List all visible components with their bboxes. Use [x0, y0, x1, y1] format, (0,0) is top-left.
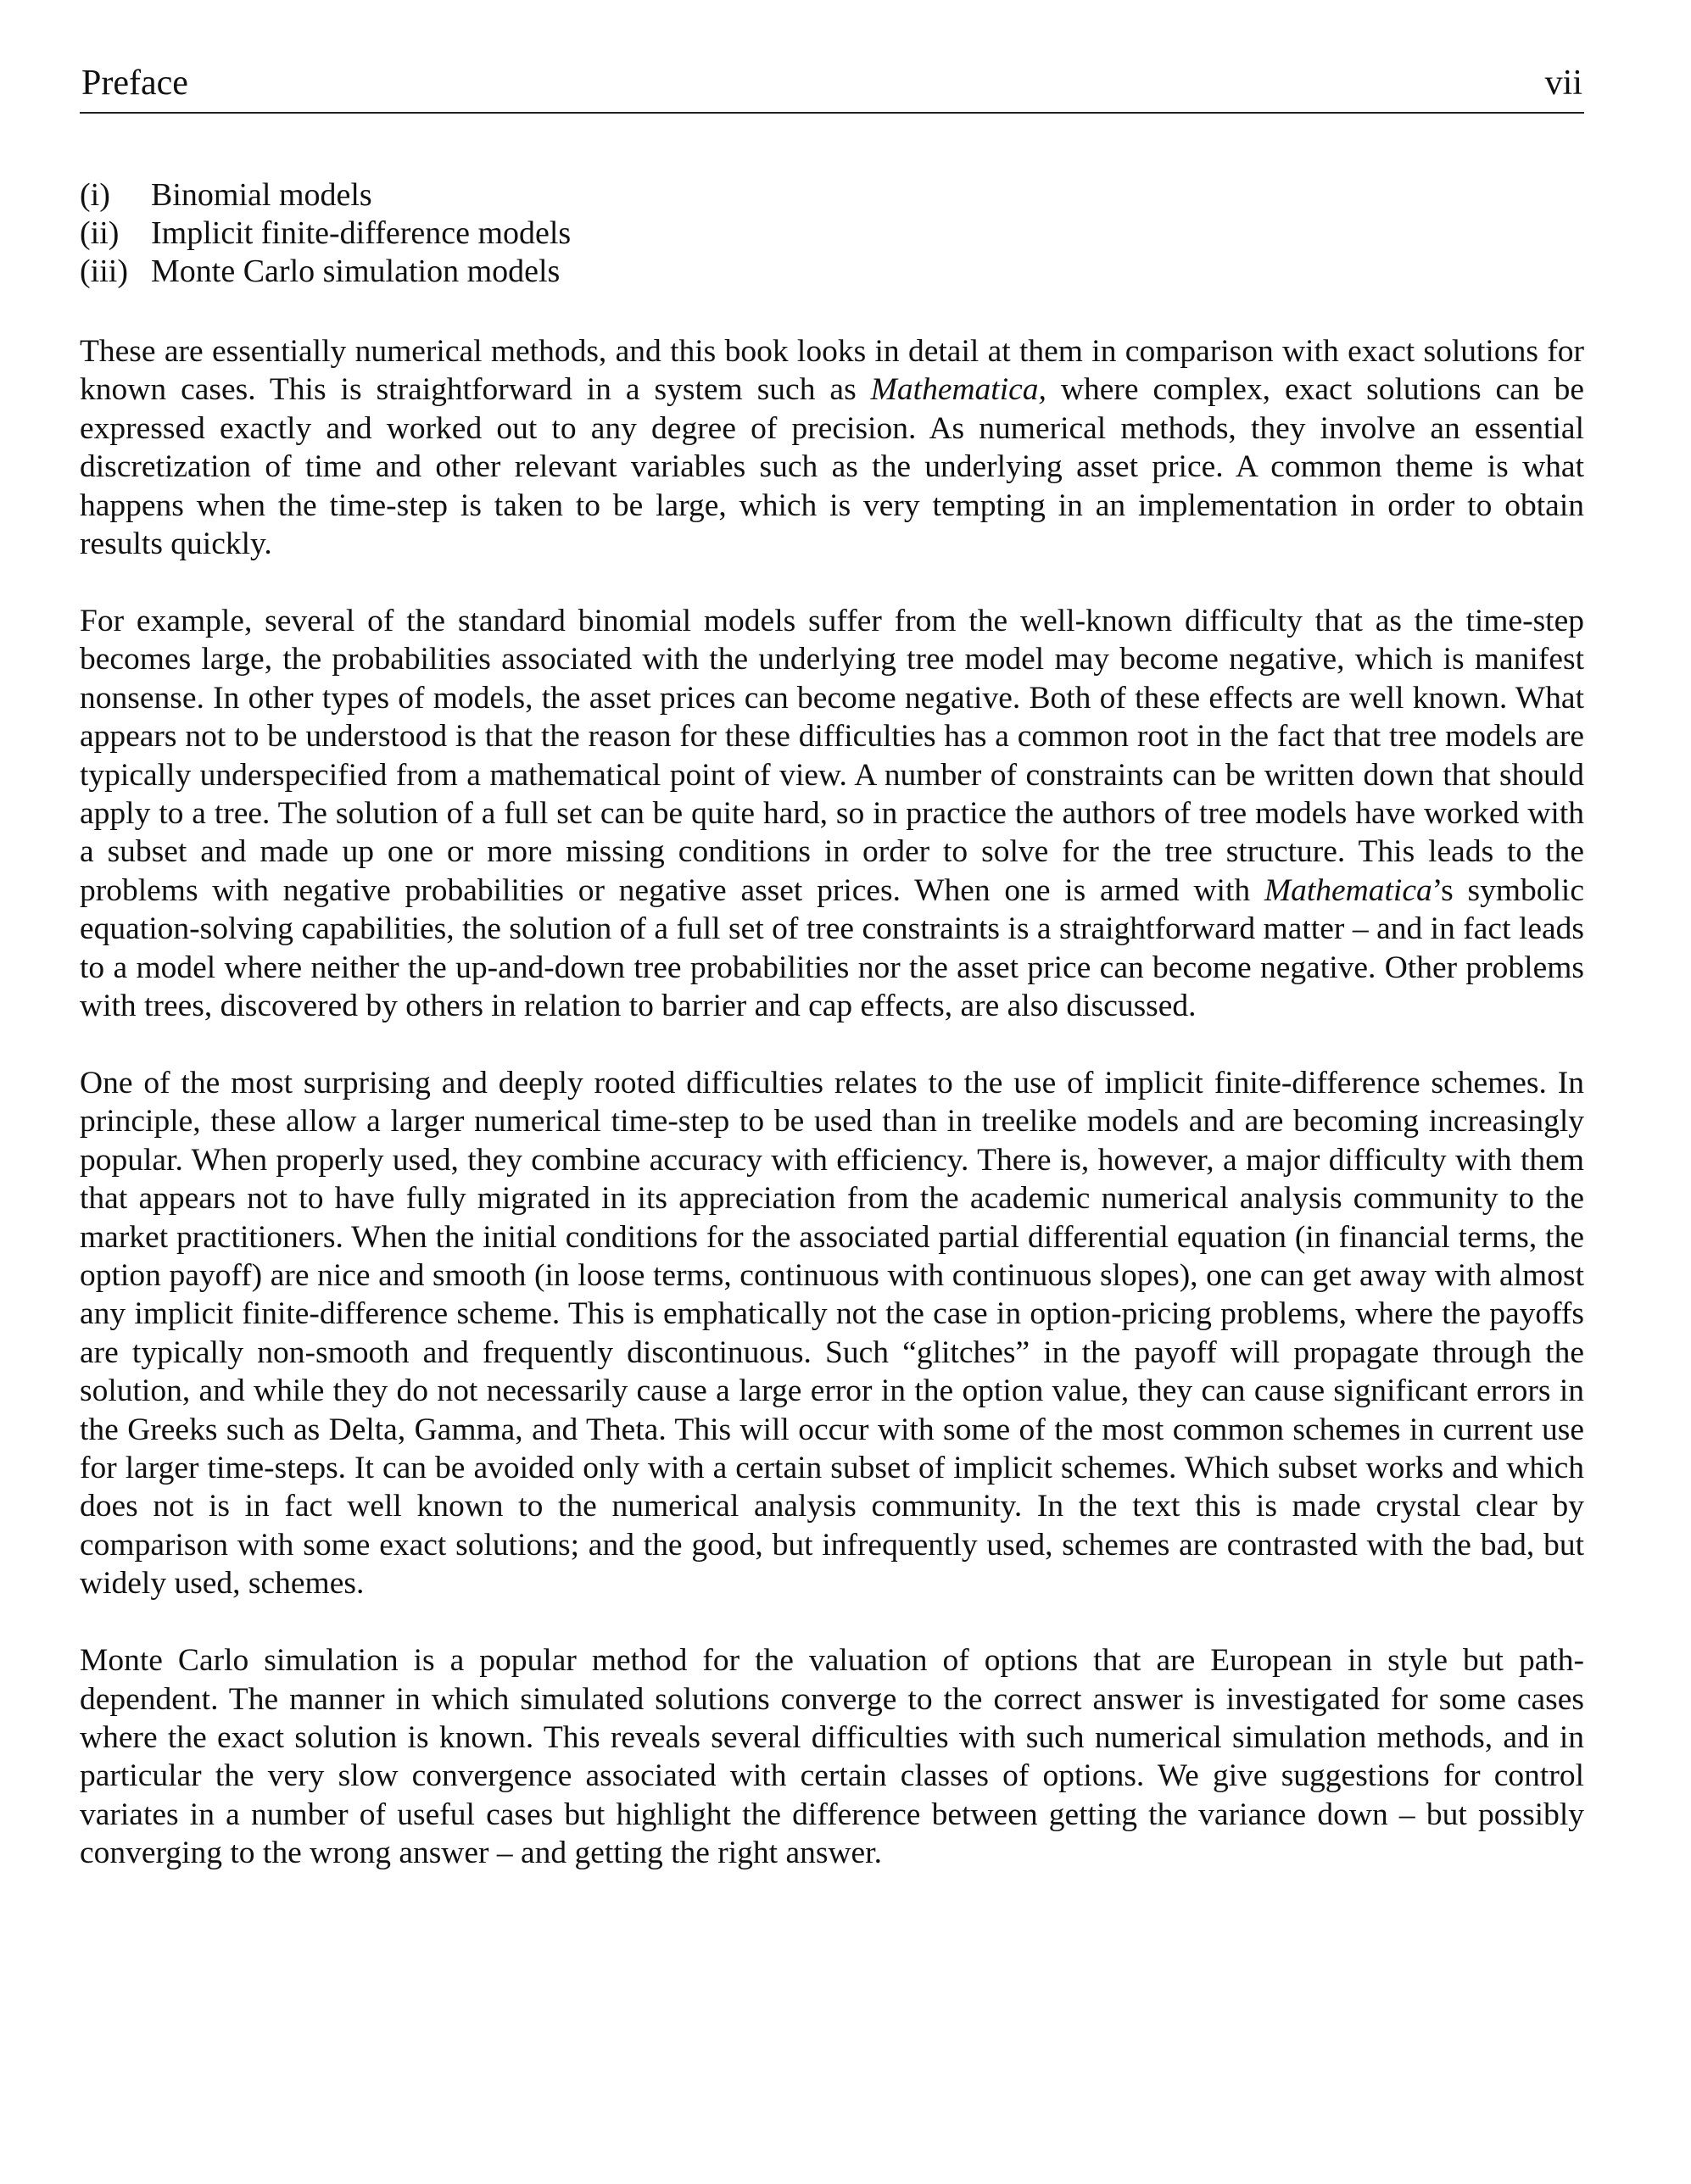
list-item-number: (ii) [80, 215, 120, 251]
list-item [80, 253, 1584, 291]
list-item-text: Implicit finite-difference models [151, 215, 572, 251]
list-item-number: (i) [80, 177, 110, 213]
paragraph-text: These are essentially numerical methods, and this book looks in detail at them in comparison with exact solutions for known cases. This is straightforward in a system such as [80, 334, 1584, 408]
mathematica-term: Mathematica [1264, 872, 1432, 908]
list-item-text: Binomial models [151, 177, 372, 213]
paragraph-numerical-methods [80, 332, 1584, 563]
list-item-text: Monte Carlo simulation models [151, 254, 561, 289]
paragraph-text: ’s symbolic equation-solving capabilities, the solution of a full set of tree constraints is a straightforward matter – and in fact leads to a model where neither the up-and-down tree probabilities nor the asset price can become negative. Other problems with trees, discovered by others in relation to barrier and cap effects, are also discussed. [80, 872, 1584, 1023]
running-header [80, 59, 1584, 114]
list-item [80, 176, 1584, 214]
paragraph-text: For example, several of the standard binomial models suffer from the well-known difficulty that as the time-step becomes large, the probabilities associated with the underlying tree model may become negative, which is manifest nonsense. In other types of models, the asset prices can become negative. Both of these effects are well known. What appears not to be understood is that the reason for these difficulties has a common root in the fact that tree models are typically underspecified from a mathematical point of view. A number of constraints can be written down that should apply to a tree. The solution of a full set can be quite hard, so in practice the authors of tree models have worked with a subset and made up one or more missing conditions in order to solve for the tree structure. This leads to the problems with negative probabilities or negative asset prices. When one is armed with [80, 603, 1584, 908]
paragraph-finite-difference: One of the most surprising and deeply rooted difficulties relates to the use of implicit finite-difference schemes. In principle, these allow a larger numerical time-step to be used than in treelike models and are becoming increasingly popular. When properly used, they combine accuracy with efficiency. There is, however, a major difficulty with them that appears not to have fully migrated in its appreciation from the academic numerical analysis community to the market practitioners. When the initial conditions for the associated partial differential equation (in financial terms, the option payoff) are nice and smooth (in loose terms, continuous with continuous slopes), one can get away with almost any implicit finite-difference scheme. This is emphatically not the case in option-pricing problems, where the payoffs are typically non-smooth and frequently discontinuous. Such “glitches” in the payoff will propagate through the solution, and while they do not necessarily cause a large error in the option value, they can cause significant errors in the Greeks such as Delta, Gamma, and Theta. This will occur with some of the most common schemes in current use for larger time-steps. It can be avoided only with a certain subset of implicit schemes. Which subset works and which does not is in fact well known to the numerical analysis community. In the text this is made crystal clear by comparison with some exact solutions; and the good, but infrequently used, schemes are contrasted with the bad, but widely used, schemes. [80, 1065, 1584, 1602]
list-item-number: (iii) [80, 254, 128, 289]
page-number: vii [1544, 64, 1582, 103]
header-title: Preface [81, 64, 188, 103]
body-text [80, 332, 1584, 1911]
paragraph-monte-carlo: Monte Carlo simulation is a popular method for the valuation of options that are European in style but path-dependent. The manner in which simulated solutions converge to the correct answer is investigated for some cases where the exact solution is known. This reveals several difficulties with such numerical simulation methods, and in particular the very slow convergence associated with certain classes of options. We give suggestions for control variates in a number of useful cases but highlight the difference between getting the variance down – but possibly converging to the wrong answer – and getting the right answer. [80, 1643, 1584, 1871]
model-list [80, 176, 1584, 291]
mathematica-term: Mathematica, [870, 372, 1046, 408]
paragraph-binomial-models [80, 602, 1584, 1025]
list-item [80, 214, 1584, 253]
paragraph-text: where complex, exact solutions can be expressed exactly and worked out to any degree of precision. As numerical methods, they involve an essential discretization of time and other relevant variables such as the underlying asset price. A common theme is what happens when the time-step is taken to be large, which is very tempting in an implementation in order to obtain results quickly. [80, 372, 1584, 562]
